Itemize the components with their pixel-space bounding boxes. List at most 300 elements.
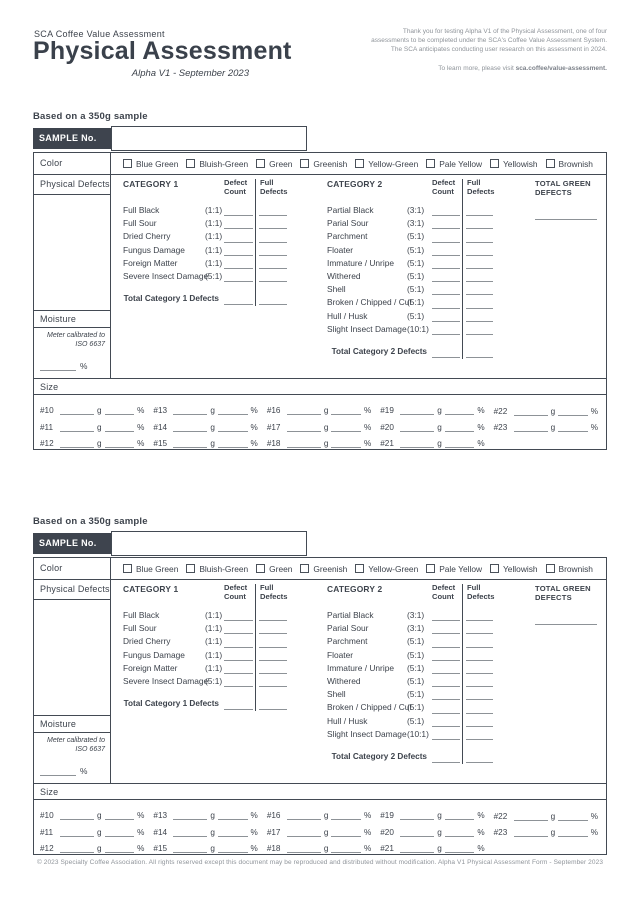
defect-count-line[interactable] [224,270,255,283]
defect-ratio: (3:1) [407,205,425,215]
percent-fill-line[interactable] [105,438,135,448]
full-defects-line[interactable] [462,230,495,243]
defect-row [123,609,289,622]
defect-count-line[interactable] [432,701,462,714]
defect-count-line[interactable] [224,204,255,217]
percent-fill-line[interactable] [558,406,588,416]
screen-size-label: #22 [493,811,508,821]
defect-ratio: (5:1) [407,257,425,268]
percent-fill-line[interactable] [105,422,135,432]
grams-unit: g [97,422,102,432]
checkbox-icon[interactable] [490,159,499,168]
grams-unit: g [437,406,442,416]
color-option[interactable] [426,159,482,169]
percent-fill-line[interactable] [331,843,361,853]
full-defects-line[interactable] [255,230,289,243]
defect-count-line[interactable] [432,323,462,336]
divider-gap [123,283,289,292]
size-column [380,400,484,449]
percent-fill-line[interactable] [105,405,135,415]
grams-fill-line[interactable] [514,406,548,416]
checkbox-icon[interactable] [256,159,265,168]
percent-fill-line[interactable] [331,422,361,432]
color-option-label: Brownish [558,158,593,169]
full-defects-line[interactable] [462,204,495,217]
color-option[interactable] [186,564,248,574]
full-defects-line[interactable] [255,675,289,688]
color-option[interactable] [256,564,292,574]
defect-count-line[interactable] [432,257,462,270]
size-entry [380,821,484,837]
defect-count-line[interactable] [432,649,462,662]
size-entry [380,416,484,432]
screen-size-label: #10 [40,811,54,821]
percent-fill-line[interactable] [218,422,248,432]
defect-rows [123,204,289,283]
moisture-unit: % [80,361,88,371]
percent-unit: % [477,438,485,448]
grams-fill-line[interactable] [173,438,207,448]
defect-count-line[interactable] [224,622,255,635]
defect-count-line[interactable] [224,649,255,662]
grams-fill-line[interactable] [514,422,548,432]
full-defects-line[interactable] [462,622,495,635]
category-total-count-line[interactable] [224,697,255,711]
defect-row [327,296,495,309]
percent-unit: % [477,827,485,837]
grams-fill-line[interactable] [287,422,321,432]
percent-unit: % [590,828,599,837]
defect-count-line[interactable] [432,230,462,243]
color-option-label: Blue Green [136,563,179,574]
defect-count-line[interactable] [432,296,462,309]
percent-fill-line[interactable] [331,438,361,448]
defect-name: Parchment [327,231,368,242]
defect-count-line[interactable] [432,217,462,230]
color-option[interactable] [355,159,418,169]
grams-fill-line[interactable] [173,827,207,837]
defect-count-line[interactable] [432,204,462,217]
defects-main [111,175,606,378]
grams-fill-line[interactable] [400,843,434,853]
defect-name: Shell [327,284,346,295]
grams-fill-line[interactable] [400,810,434,820]
size-entry [40,821,144,837]
color-option[interactable] [256,159,292,169]
grams-fill-line[interactable] [400,438,434,448]
grams-fill-line[interactable] [287,843,321,853]
defect-ratio: (10:1) [407,728,429,739]
color-option[interactable] [546,564,593,574]
size-entry [40,433,144,449]
grams-fill-line[interactable] [173,843,207,853]
size-column [153,400,257,449]
color-option-label: Green [269,158,293,169]
percent-unit: % [477,406,485,416]
full-defects-line[interactable] [255,662,289,675]
color-option[interactable] [300,159,347,169]
defect-name: Shell [327,689,346,700]
screen-size-label: #21 [380,843,394,853]
defect-ratio: (1:1) [205,244,223,255]
percent-unit: % [363,843,372,853]
grams-unit: g [323,422,329,432]
checkbox-icon[interactable] [355,159,364,168]
full-defects-line[interactable] [255,622,289,635]
color-option[interactable] [490,564,538,574]
grams-unit: g [437,843,442,853]
percent-unit: % [363,406,372,416]
full-defects-line[interactable] [462,310,495,323]
size-entry [267,838,371,854]
defect-count-line[interactable] [432,688,462,701]
percent-unit: % [137,843,145,853]
grams-fill-line[interactable] [173,405,207,415]
defect-ratio: (1:1) [205,231,223,242]
screen-size-label: #20 [380,827,394,837]
color-option[interactable] [426,564,482,574]
screen-size-label: #19 [380,406,394,416]
checkbox-icon[interactable] [426,564,435,573]
grams-unit: g [437,438,442,448]
percent-fill-line[interactable] [558,811,588,821]
full-defects-line[interactable] [255,609,289,622]
size-entry [494,805,598,822]
grams-fill-line[interactable] [514,827,548,837]
grams-fill-line[interactable] [400,405,434,415]
color-option[interactable] [546,159,593,169]
moisture-calibration-note: Meter calibrated to ISO 6637 [47,332,105,348]
defect-ratio: (5:1) [407,270,425,281]
section-heading: Based on a 350g sample [33,111,148,122]
defect-count-line[interactable] [224,230,255,243]
grams-unit: g [210,827,215,837]
full-defects-line[interactable] [462,244,495,257]
sample-no-row [33,126,307,151]
defect-name: Broken / Chipped / Cut [327,297,412,308]
category-total-full-line[interactable] [462,750,495,764]
grams-unit: g [210,843,215,853]
grams-fill-line[interactable] [400,827,434,837]
full-defects-line[interactable] [462,257,495,270]
category-total-full-line[interactable] [255,292,289,306]
grams-fill-line[interactable] [60,843,94,853]
percent-fill-line[interactable] [445,843,475,853]
percent-fill-line[interactable] [105,843,135,853]
moisture-fill-line[interactable] [40,362,76,371]
moisture-fill-line[interactable] [40,767,76,776]
defect-count-line[interactable] [432,675,462,688]
grams-fill-line[interactable] [173,810,207,820]
category-total-count-line[interactable] [432,345,462,359]
checkbox-icon[interactable] [426,159,435,168]
defect-name: Full Sour [123,623,157,634]
grams-unit: g [210,438,215,448]
category-header [327,584,495,609]
checkbox-icon[interactable] [123,564,132,573]
percent-fill-line[interactable] [558,827,588,837]
grams-unit: g [210,422,215,432]
full-defects-line[interactable] [462,609,495,622]
size-column [494,400,598,449]
defect-ratio: (1:1) [205,257,223,268]
size-entry [494,822,598,839]
defect-count-line[interactable] [432,728,462,741]
color-options [111,153,606,174]
color-row [34,153,606,175]
checkbox-icon[interactable] [355,564,364,573]
color-option-label: Bluish-Green [199,158,249,169]
size-entry [494,417,598,434]
grams-fill-line[interactable] [287,810,321,820]
defect-row [123,635,289,648]
defect-count-line[interactable] [224,244,255,257]
screen-size-label: #23 [493,828,508,837]
full-defects-line[interactable] [462,701,495,714]
defect-ratio: (1:1) [205,662,223,673]
checkbox-icon[interactable] [546,159,555,168]
percent-unit: % [137,827,145,837]
learn-more-url: sca.coffee/value-assessment. [515,65,607,72]
category-total-row [123,292,289,306]
full-defects-line[interactable] [255,244,289,257]
form-body [33,152,607,450]
percent-fill-line[interactable] [331,827,361,837]
defect-row [327,728,495,741]
checkbox-icon[interactable] [300,564,309,573]
total-green-defects-label: TOTAL GREEN DEFECTS [535,179,591,197]
full-defects-line[interactable] [462,296,495,309]
full-defects-line[interactable] [462,649,495,662]
defect-count-line[interactable] [224,662,255,675]
screen-size-label: #21 [380,438,394,448]
defect-ratio: (5:1) [407,231,425,242]
category-total-label: Total Category 2 Defects [331,751,427,761]
defect-row [327,230,495,243]
full-defects-line[interactable] [462,675,495,688]
physical-defects-row [34,580,606,783]
full-defects-line[interactable] [462,323,495,336]
defect-ratio: (5:1) [407,662,425,673]
grams-fill-line[interactable] [60,827,94,837]
color-option-label: Yellowish [502,563,538,574]
grams-fill-line[interactable] [514,811,548,821]
grams-fill-line[interactable] [60,438,94,448]
defect-rows [123,609,289,688]
defect-name: Hull / Husk [327,310,368,321]
color-option[interactable] [355,564,418,574]
checkbox-icon[interactable] [256,564,265,573]
defect-name: Full Black [123,205,160,215]
defect-count-line[interactable] [432,715,462,728]
defect-row [327,622,495,635]
percent-unit: % [363,422,372,432]
moisture-entry [40,361,87,371]
percent-fill-line[interactable] [558,422,588,432]
screen-size-label: #23 [493,423,508,432]
grams-fill-line[interactable] [287,827,321,837]
defect-ratio: (1:1) [205,610,223,620]
percent-fill-line[interactable] [331,810,361,820]
defect-count-line[interactable] [432,622,462,635]
defect-row [327,217,495,230]
defect-ratio: (3:1) [407,610,425,620]
percent-fill-line[interactable] [218,405,248,415]
percent-fill-line[interactable] [445,438,475,448]
defect-ratio: (5:1) [407,689,425,700]
defect-count-line[interactable] [432,662,462,675]
defect-row [123,244,289,257]
category-total-count-line[interactable] [224,292,255,306]
color-option-label: Yellowish [502,158,538,169]
defect-ratio: (1:1) [205,623,223,634]
percent-unit: % [137,438,145,448]
total-green-defects-line[interactable] [535,219,597,220]
defect-row [123,649,289,662]
percent-fill-line[interactable] [218,843,248,853]
size-column [267,400,371,449]
checkbox-icon[interactable] [300,159,309,168]
defect-count-line[interactable] [224,635,255,648]
percent-unit: % [250,438,258,448]
grams-unit: g [210,406,215,416]
category-title: CATEGORY 2 [327,179,383,189]
color-label: Color [34,558,111,579]
physical-defects-row [34,175,606,378]
defect-count-line[interactable] [224,675,255,688]
defect-name: Immature / Unripe [327,662,395,673]
full-defects-line[interactable] [255,257,289,270]
sample-no-row [33,531,307,556]
defect-count-line[interactable] [224,609,255,622]
defect-count-line[interactable] [432,270,462,283]
defect-name: Hull / Husk [327,715,368,726]
category-total-count-line[interactable] [432,750,462,764]
screen-size-label: #15 [153,438,168,448]
size-grid [34,395,606,449]
grams-fill-line[interactable] [287,438,321,448]
defect-count-line[interactable] [432,310,462,323]
color-option[interactable] [123,159,178,169]
full-defects-line[interactable] [255,217,289,230]
percent-fill-line[interactable] [445,827,475,837]
grams-fill-line[interactable] [173,422,207,432]
full-defects-line[interactable] [255,649,289,662]
color-option[interactable] [186,159,248,169]
percent-fill-line[interactable] [218,810,248,820]
defect-count-line[interactable] [432,635,462,648]
physical-defects-label: Physical Defects [34,580,110,600]
screen-size-label: #14 [153,422,168,432]
percent-unit: % [477,422,485,432]
percent-unit: % [363,827,372,837]
size-label: Size [34,783,606,800]
full-defects-line[interactable] [462,270,495,283]
defect-count-header: Defect Count [432,178,456,196]
percent-fill-line[interactable] [445,810,475,820]
moisture-label: Moisture [34,311,110,328]
percent-fill-line[interactable] [218,438,248,448]
defect-count-line[interactable] [224,217,255,230]
full-defects-line[interactable] [255,270,289,283]
full-defects-line[interactable] [255,635,289,648]
category-title: CATEGORY 1 [123,179,179,189]
intro-note-text: Thank you for testing Alpha V1 of the Physical Assessment, one of four assessments to be completed under the SCA's Coffee Value Assessment System. The SCA anticipates conducting user research on this assessment in 2024. [371,28,607,53]
grams-unit: g [550,423,556,432]
percent-fill-line[interactable] [445,422,475,432]
full-defects-line[interactable] [462,715,495,728]
full-defects-line[interactable] [462,688,495,701]
percent-fill-line[interactable] [331,405,361,415]
full-defects-line[interactable] [462,662,495,675]
grams-fill-line[interactable] [400,422,434,432]
percent-fill-line[interactable] [218,827,248,837]
grams-fill-line[interactable] [60,422,94,432]
full-defects-line[interactable] [462,283,495,296]
full-defects-line[interactable] [462,635,495,648]
percent-fill-line[interactable] [105,827,135,837]
size-column [380,805,484,854]
checkbox-icon[interactable] [123,159,132,168]
defect-count-line[interactable] [224,257,255,270]
defect-name: Fungus Damage [123,244,185,255]
grams-unit: g [97,811,102,821]
category-total-full-line[interactable] [255,697,289,711]
category-header [123,179,289,204]
defect-row [123,204,289,217]
checkbox-icon[interactable] [186,159,195,168]
defect-ratio: (3:1) [407,218,425,229]
grams-fill-line[interactable] [287,405,321,415]
screen-size-label: #22 [493,406,508,416]
category-total-full-line[interactable] [462,345,495,359]
grams-fill-line[interactable] [60,405,94,415]
category-block [123,179,289,306]
screen-size-label: #16 [266,406,281,416]
full-defects-line[interactable] [255,204,289,217]
screen-size-label: #16 [266,811,281,821]
checkbox-icon[interactable] [490,564,499,573]
total-green-defects-line[interactable] [535,624,597,625]
screen-size-label: #17 [266,422,281,432]
grams-fill-line[interactable] [60,810,94,820]
sample-no-input[interactable] [111,531,307,556]
sample-no-input[interactable] [111,126,307,151]
defect-row [123,675,289,688]
size-entry [40,400,144,416]
defect-count-line[interactable] [432,244,462,257]
defect-ratio: (5:1) [407,715,425,726]
full-defects-line[interactable] [462,217,495,230]
percent-fill-line[interactable] [445,405,475,415]
size-entry [40,838,144,854]
color-option[interactable] [300,564,347,574]
checkbox-icon[interactable] [186,564,195,573]
defect-count-line[interactable] [432,283,462,296]
screen-size-label: #18 [266,438,281,448]
defect-count-line[interactable] [432,609,462,622]
category-header [123,584,289,609]
category-total-row [327,750,495,764]
size-column [494,805,598,854]
grams-unit: g [437,827,442,837]
color-option[interactable] [490,159,538,169]
color-option[interactable] [123,564,178,574]
full-defects-line[interactable] [462,728,495,741]
percent-fill-line[interactable] [105,810,135,820]
checkbox-icon[interactable] [546,564,555,573]
grams-unit: g [97,438,102,448]
